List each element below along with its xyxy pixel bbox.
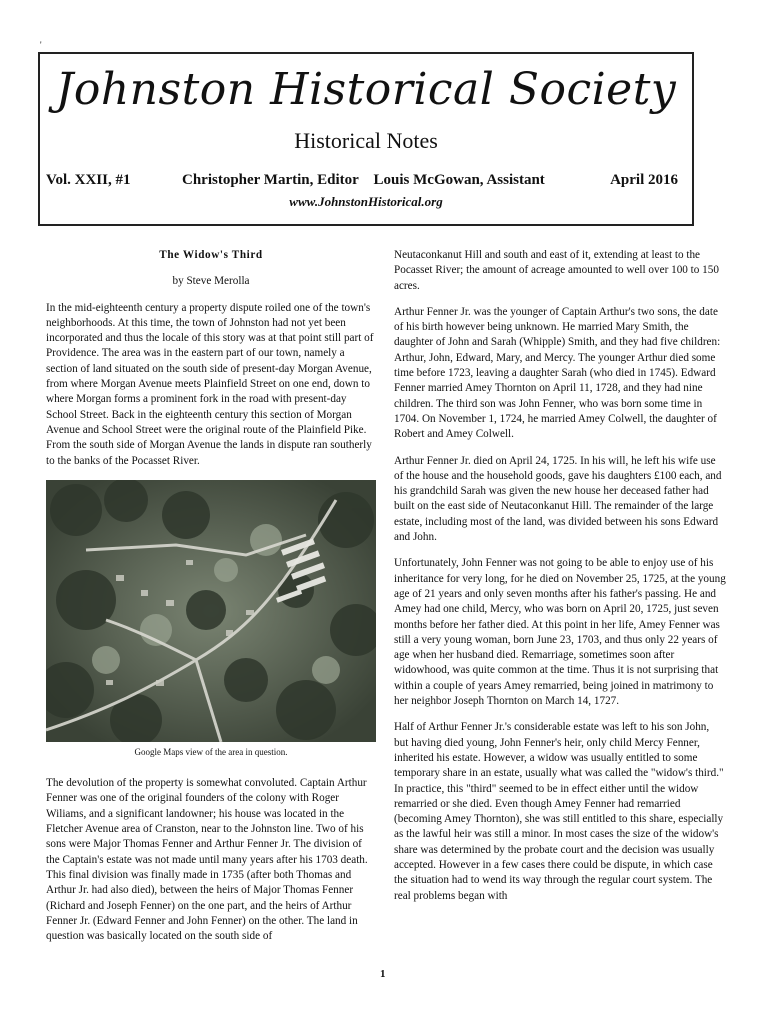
article-paragraph: In the mid-eighteenth century a property dispute roiled one of the town's neighborhoods. At this time, the town of Johnston had not yet been incorporated and thus the locale of this story was at that point still part of Providence. The area was in the eastern part of our town, namely a section of land situated on the south side of present-day Morgan Avenue, from where Morgan Avenue meets Plainfield Street on one end, down to where Morgan forms a prominent fork in the road with present-day School Street. Back in the eighteenth century this section of Morgan Avenue and School Street were the original route of the Plainfield Pike. From the south side of Morgan Avenue the lands in dispute ran southerly to the banks of the Pocasset River. xyxy=(46,301,374,467)
issue-date: April 2016 xyxy=(610,172,678,188)
article-byline: by Steve Merolla xyxy=(172,275,250,288)
masthead xyxy=(38,52,694,226)
volume-number: Vol. XXII, #1 xyxy=(46,172,131,188)
aerial-map-photo xyxy=(46,480,376,742)
article-paragraph: The devolution of the property is somewhat convoluted. Captain Arthur Fenner was one of the original founders of the colony with Roger Wiliams, and a significant landowner; his house was located in the Fletcher Avenue area of Cranston, near to the Johnston line. Two of his sons were Major Thomas Fenner and Arthur Fenner Jr. The division of the Captain's estate was not made until many years after his 1703 death. This final division was finally made in 1735 (after both Thomas and Arthur Jr. had also died), between the heirs of Major Thomas Fenner (Richard and Joseph Fenner) on the one part, and the heirs of Arthur Fenner Jr. (Edward Fenner and John Fenner) on the other. The land in question was basically located on the south side of xyxy=(46,777,368,943)
aerial-map-image xyxy=(46,480,376,742)
photo-caption: Google Maps view of the area in question. xyxy=(134,746,288,757)
article-paragraph: Neutaconkanut Hill and south and east of it, extending at least to the Pocasset River; the amount of acreage amounted to well over 100 to 150 acres. xyxy=(394,249,719,292)
article-title: The Widow's Third xyxy=(159,249,263,261)
corner-mark: ' xyxy=(40,40,42,50)
page-number: 1 xyxy=(380,968,386,980)
article-paragraph: Unfortunately, John Fenner was not going to be able to enjoy use of his inheritance for very long, for he died on November 25, 1725, at the young age of 21 years and only seven months after his father's passing. He and Amey had one child, Mercy, who was born on April 20, 1725, just seven months before her father died. At this point in her life, Amey Fenner was still a very young woman, born June 23, 1703, and thus only 22 years of age when her husband died. Remarriage, sometimes soon after widowhood, was quite common at the time. Thus it is not surprising that within a couple of years Amey remarried, being joined in matrimony to her neighbor Joseph Thornton on March 14, 1727. xyxy=(394,557,726,708)
article-paragraph: Arthur Fenner Jr. died on April 24, 1725. In his will, he left his wife use of the house and the household goods, gave his daughters £100 each, and his grandchild Sarah was given the new house her deceased father had built on the east side of Neutaconkanut Hill. The remainder of the large estate, including most of the land, was divided between his sons Edward and John. xyxy=(394,454,722,544)
right-column xyxy=(394,248,726,915)
newsletter-subtitle: Historical Notes xyxy=(294,128,438,153)
editors-line: Christopher Martin, Editor Louis McGowan, Assistant xyxy=(182,172,545,188)
society-title: Johnston Historical Society xyxy=(55,64,677,115)
left-column xyxy=(46,248,376,955)
website-link[interactable]: www.JohnstonHistorical.org xyxy=(289,194,443,209)
article-paragraph: Half of Arthur Fenner Jr.'s considerable estate was left to his son John, but having died young, John Fenner's heir, only child Mercy Fenner, inherited his estate. However, a widow was usually entitled to some temporary share in an estate, usually what was called the "widow's third." In practice, this "third" seemed to be in effect either until the widow remarried or she died. Even though Amey Fenner had remarried (becoming Amey Thornton), she was still entitled to this share, especially as the lawful heir was still a minor. In most cases the size of the widow's share was determined by the probate court and the decision was usually accepted. However in a few cases there could be dispute, in which case the situation had to wend its way through the regular court system. The real problems began with xyxy=(394,721,724,902)
article-paragraph: Arthur Fenner Jr. was the younger of Captain Arthur's two sons, the date of his birth however being unknown. He married Mary Smith, the daughter of John and Sarah (Whipple) Smith, and they had five children: Arthur, John, Edward, Mary, and Mercy. The younger Arthur died some time before 1723, leaving a daughter Sarah (who died in 1745). Edward Fenner married Amey Thornton on April 11, 1728, and they had nine children. The third son was John Fenner, who was born some time in 1704. On November 1, 1724, he married Amey Colwell, the daughter of Robert and Amey Colwell. xyxy=(394,305,721,441)
